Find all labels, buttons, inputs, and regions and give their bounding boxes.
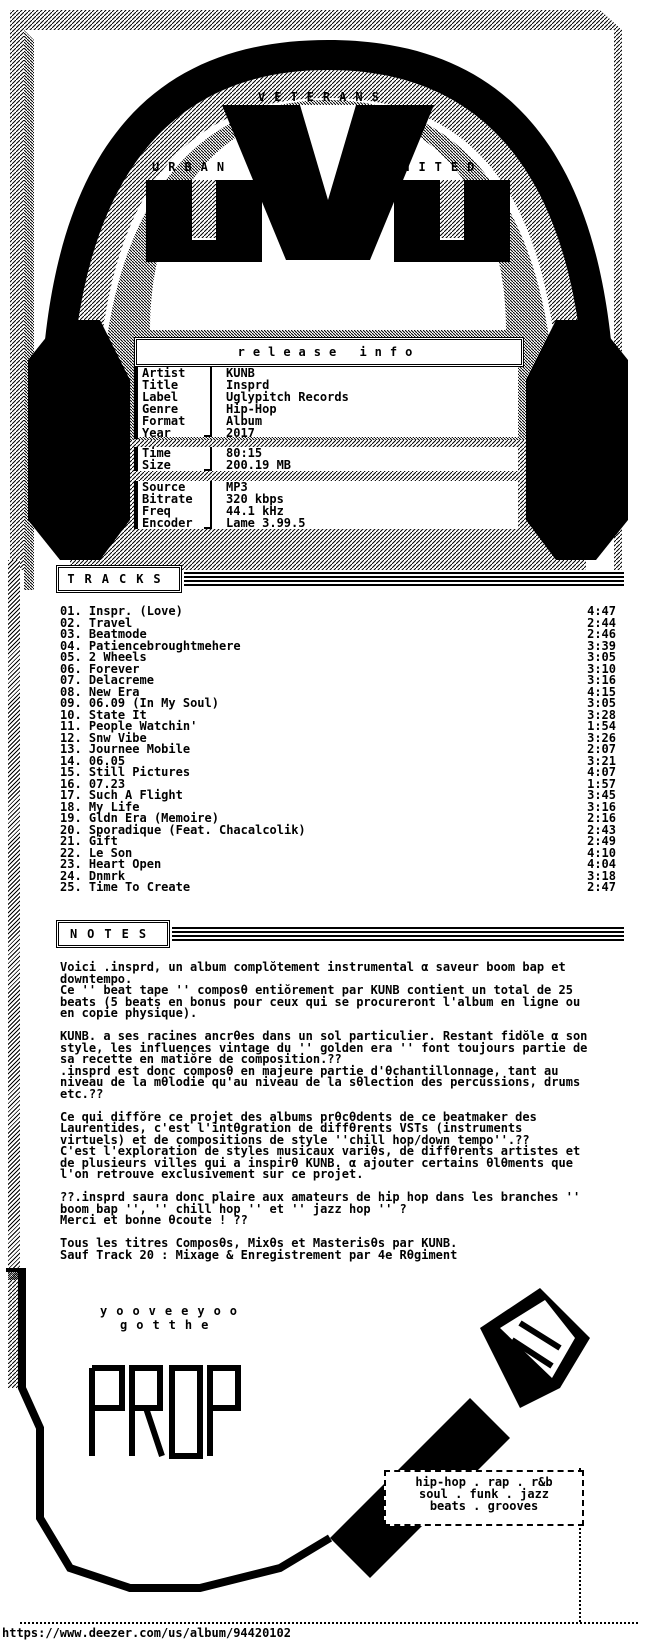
track-title: Gift — [88, 834, 118, 848]
track-number: 04. — [60, 638, 82, 653]
info-row-bitrate — [134, 493, 518, 505]
track-time: 2:16 — [587, 811, 616, 825]
info-key: Encoder — [134, 517, 214, 529]
info-key: Size — [134, 459, 214, 471]
track-title: Time To Create — [88, 880, 191, 894]
notes-header-bar — [172, 927, 624, 941]
track-title: State It — [88, 707, 147, 722]
info-key: Format — [134, 415, 214, 427]
info-value: Lame 3.99.5 — [226, 516, 306, 530]
track-time: 4:04 — [587, 857, 616, 871]
track-row — [60, 882, 616, 894]
track-number: 25. — [60, 880, 82, 894]
info-key: Title — [134, 379, 214, 391]
track-number: 11. — [60, 719, 82, 733]
genres-box — [384, 1470, 584, 1526]
track-title: Snw Vibe — [88, 730, 147, 745]
genres-line: hip-hop . rap . r&b — [415, 1475, 553, 1489]
info-value: 44.1 kHz — [226, 504, 284, 518]
release-info-group-size — [134, 447, 518, 471]
track-number: 20. — [60, 822, 82, 837]
track-time: 2:07 — [587, 742, 616, 756]
track-title: 2 Wheels — [88, 650, 147, 664]
notes-header — [56, 920, 170, 948]
track-title: New Era — [88, 684, 140, 699]
release-info-header — [134, 337, 524, 367]
track-title: Le Son — [88, 845, 133, 860]
track-title: Dnmrk — [88, 868, 126, 883]
info-key: Bitrate — [134, 493, 214, 505]
track-time: 3:16 — [587, 799, 616, 814]
info-value: 320 kbps — [226, 492, 284, 506]
info-row-genre — [134, 403, 518, 415]
notes-paragraph: Tous les titres Composθs, Mixθs et Masterisθs par KUNB. Sauf Track 20 : Mixage & Enregistrement par 4e Rθgiment — [60, 1236, 458, 1262]
track-row — [60, 836, 616, 848]
notes-paragraph: KUNB. a ses racines ancrθes dans un sol particulier. Restant fidŏle α son style, les influences vintage du '' golden era '' font toujours partie de sa recette en matiŏre de composition.?? .insprd est donc composθ en majeure partie d'θchantillonnage, tant au niveau de la mθlodie qu'au niveau de la sθlection des percussions, drums etc.?? — [60, 1029, 588, 1101]
track-time: 4:07 — [587, 765, 616, 779]
track-title: 07.23 — [88, 776, 126, 791]
release-info-group-main — [134, 366, 518, 440]
track-title: My Life — [88, 799, 140, 814]
track-time: 2:43 — [587, 822, 616, 837]
track-number: 21. — [60, 834, 82, 848]
track-row — [60, 652, 616, 664]
track-time: 2:44 — [587, 615, 616, 630]
track-label — [60, 882, 190, 894]
tracks-header — [56, 565, 182, 593]
info-key: Year — [134, 427, 214, 439]
genres-line: beats . grooves — [429, 1499, 539, 1513]
track-number: 02. — [60, 615, 82, 630]
track-time: 3:05 — [587, 650, 616, 664]
notes-header-label: NOTES — [69, 927, 157, 941]
track-number: 03. — [60, 627, 82, 641]
track-time: 3:28 — [587, 707, 616, 722]
left-margin-pattern — [8, 560, 20, 1280]
track-number: 06. — [60, 661, 82, 676]
track-row — [60, 859, 616, 871]
footer-line-1: yooveeyoo — [100, 1304, 247, 1318]
track-time: 2:46 — [587, 627, 616, 641]
track-number: 10. — [60, 707, 82, 722]
track-row — [60, 767, 616, 779]
logo-right-word: UNITED — [386, 160, 484, 174]
track-number: 18. — [60, 799, 82, 814]
track-time: 1:54 — [587, 719, 616, 733]
track-time: 4:10 — [587, 845, 616, 860]
track-number: 09. — [60, 696, 82, 710]
info-value: KUNB — [226, 366, 255, 380]
track-time: 3:10 — [587, 661, 616, 676]
track-title: Journee Mobile — [88, 742, 191, 756]
track-time: 2:47 — [587, 880, 616, 894]
info-key: Label — [134, 391, 214, 403]
info-key: Genre — [134, 403, 214, 415]
track-number: 19. — [60, 811, 82, 825]
track-row — [60, 744, 616, 756]
info-key: Time — [134, 447, 214, 459]
info-value: Hip-Hop — [226, 402, 277, 416]
track-title: Forever — [88, 661, 140, 676]
tracks-header-label: TRACKS — [67, 572, 171, 586]
track-number: 16. — [60, 776, 82, 791]
track-time: 3:16 — [587, 673, 616, 687]
track-row — [60, 822, 616, 837]
notes-text — [60, 962, 620, 1273]
notes-paragraph: Voici .insprd, un album complŏtement instrumental α saveur boom bap et downtempo. Ce '' beat tape '' composθ entiŏrement par KUNB contient un total de 25 beats (5 beats en bonus pour ceux qui se procureront l'album en ligne ou en copie physique). — [60, 960, 581, 1020]
info-key: Freq — [134, 505, 214, 517]
track-number: 07. — [60, 673, 82, 687]
track-time: 3:21 — [587, 753, 616, 768]
info-row-size — [134, 459, 518, 471]
info-row-label — [134, 391, 518, 403]
track-number: 15. — [60, 765, 82, 779]
notes-paragraph: Ce qui diffŏre ce projet des albums prθcθdents de ce beatmaker des Laurentides, c'est l'intθgration de diffθrents VSTs (instruments virtuels) et de compositions de style ''chill hop/down tempo''.?? C'est l'exploration de styles musicaux variθs, de diffθrents artistes et de plusieurs villes qui a inspirθ KUNB. α ajouter certains θlθments que l'on retrouve exclusivement sur ce projet. — [60, 1109, 581, 1181]
notes-paragraph: ??.insprd saura donc plaire aux amateurs de hip hop dans les branches '' boom bap '', '' chill hop '' et '' jazz hop '' ? Merci et bonne θcoute ! ?? — [60, 1190, 581, 1227]
track-number: 05. — [60, 650, 82, 664]
track-time: 4:47 — [587, 604, 616, 618]
track-row — [60, 675, 616, 687]
info-row-time — [134, 447, 518, 459]
track-time: 3:45 — [587, 788, 616, 802]
track-time: 1:57 — [587, 776, 616, 791]
source-url[interactable]: https://www.deezer.com/us/album/94420102 — [2, 1626, 291, 1640]
track-time: 4:15 — [587, 684, 616, 699]
track-number: 13. — [60, 742, 82, 756]
footer-line-2: gotthe — [120, 1318, 218, 1332]
track-number: 17. — [60, 788, 82, 802]
track-title: Gldn Era (Memoire) — [88, 811, 219, 825]
info-row-encoder — [134, 517, 518, 529]
track-number: 22. — [60, 845, 82, 860]
track-title: Delacreme — [88, 673, 154, 687]
track-title: People Watchin' — [88, 719, 198, 733]
info-value: Album — [226, 414, 263, 428]
info-value: Uglypitch Records — [226, 390, 349, 404]
info-value: 80:15 — [226, 446, 263, 460]
track-time: 3:05 — [587, 696, 616, 710]
info-row-format — [134, 415, 518, 427]
info-value: Insprd — [226, 378, 270, 392]
track-number: 14. — [60, 753, 82, 768]
info-key: Artist — [134, 367, 214, 379]
track-title: Still Pictures — [88, 765, 191, 779]
track-title: Travel — [88, 615, 133, 630]
track-title: Heart Open — [88, 857, 162, 871]
track-time: 3:39 — [587, 638, 616, 653]
track-number: 01. — [60, 604, 82, 618]
track-time: 3:18 — [587, 868, 616, 883]
info-key: Source — [134, 481, 214, 493]
track-title: 06.09 (In My Soul) — [88, 696, 219, 710]
track-row — [60, 790, 616, 802]
track-time: 2:49 — [587, 834, 616, 848]
track-row — [60, 606, 616, 618]
tracks-header-bar — [184, 572, 624, 586]
info-row-artist — [134, 367, 518, 379]
track-number: 12. — [60, 730, 82, 745]
track-title: Inspr. (Love) — [88, 604, 183, 618]
track-title: 06.05 — [88, 753, 126, 768]
track-title: Such A Flight — [88, 788, 183, 802]
genres-line: soul . funk . jazz — [418, 1487, 550, 1501]
info-row-year — [134, 427, 518, 439]
info-value: MP3 — [226, 480, 248, 494]
footer-artwork — [0, 1268, 656, 1628]
release-info-title: release info — [237, 345, 421, 359]
track-list — [60, 606, 616, 894]
track-title: Sporadique (Feat. Chacalcolik) — [88, 822, 306, 837]
track-number: 23. — [60, 857, 82, 871]
track-title: Patiencebroughtmehere — [88, 638, 241, 653]
props-logo — [92, 1368, 238, 1456]
release-info-group-encoding — [134, 481, 518, 529]
track-number: 08. — [60, 684, 82, 699]
logo-top-word: VETERANS — [258, 90, 388, 104]
track-title: Beatmode — [88, 627, 147, 641]
track-time: 3:26 — [587, 730, 616, 745]
track-number: 24. — [60, 868, 82, 883]
info-value: 2017 — [226, 426, 255, 440]
logo-left-word: URBAN — [152, 160, 234, 174]
info-value: 200.19 MB — [226, 458, 292, 472]
